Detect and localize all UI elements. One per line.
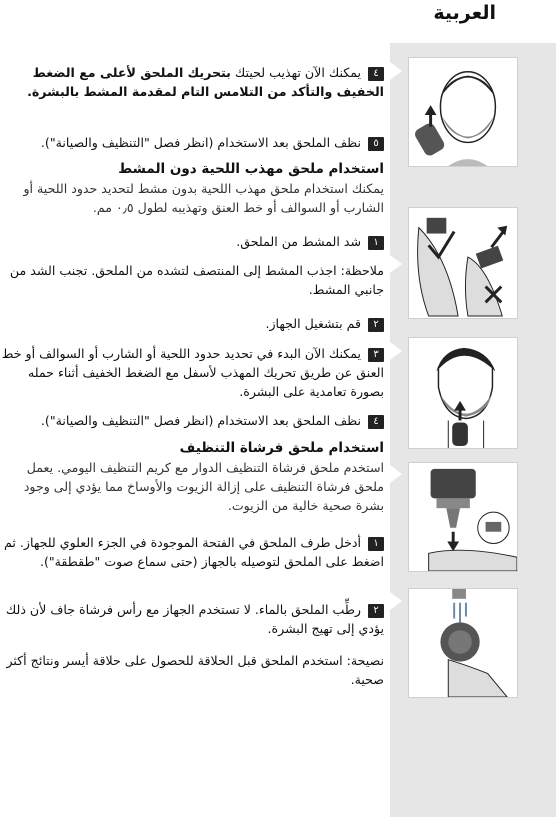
step-text: شد المشط من الملحق. — [236, 234, 361, 249]
brush-wet-figure — [408, 588, 518, 698]
pointer-marker — [390, 592, 402, 610]
page-header: العربية — [433, 2, 496, 24]
step-number: ١ — [368, 537, 384, 551]
step-text: قم بتشغيل الجهاز. — [265, 316, 361, 331]
pointer-marker — [390, 62, 402, 80]
section-intro: استخدم ملحق فرشاة التنظيف الدوار مع كريم التنظيف اليومي. يعمل ملحق فرشاة التنظيف على إزالة الزيوت والأوساخ مما يؤدي إلى وجود بشرة صحية خالية من الزيوت. — [23, 460, 384, 513]
beard-trim-figure — [408, 57, 518, 167]
section-heading: استخدام ملحق مهذب اللحية دون المشط — [118, 161, 384, 177]
section-comb — [0, 160, 384, 217]
step-4-top — [0, 63, 384, 101]
comb-step-4 — [0, 411, 384, 430]
neckline-figure — [408, 337, 518, 449]
step-text: رطِّب الملحق بالماء. لا تستخدم الجهاز مع رأس فرشاة جاف لأن ذلك يؤدي إلى تهيج البشرة. — [5, 602, 384, 636]
step-number: ٢ — [368, 604, 384, 618]
brush-tip — [0, 651, 384, 689]
step-number: ١ — [368, 236, 384, 250]
step-text: يمكنك الآن تهذيب لحيتك — [230, 65, 361, 80]
pointer-marker — [390, 342, 402, 360]
section-brush — [0, 439, 384, 515]
pointer-marker — [390, 255, 402, 273]
step-number: ٢ — [368, 318, 384, 332]
step-text: يمكنك الآن البدء في تحديد حدود اللحية أو الشارب أو السوالف أو خط العنق عن طريق تحريك المهذب لأسفل مع الضغط الخفيف أثناء حمله بصورة تعامدية على البشرة. — [1, 346, 384, 399]
step-text: أدخل طرف الملحق في الفتحة الموجودة في الجزء العلوي للجهاز. ثم اضغط على الملحق لتوصيله بالجهاز (حتى سماع صوت "طقطقة"). — [4, 535, 384, 569]
section-intro: يمكنك استخدام ملحق مهذب اللحية بدون مشط لتحديد حدود اللحية أو الشارب أو السوالف أو خط العنق وتهذيبه لطول ٠٫٥ مم. — [23, 181, 384, 215]
brush-step-1 — [0, 533, 384, 571]
note-text: ملاحظة: اجذب المشط إلى المنتصف لتشده من الملحق. تجنب الشد من جانبي المشط. — [9, 263, 384, 297]
step-number: ٤ — [368, 415, 384, 429]
pointer-marker — [390, 465, 402, 483]
section-heading: استخدام ملحق فرشاة التنظيف — [179, 440, 384, 456]
step-text-bold: بتحريك الملحق لأعلى مع الضغط الخفيف والتأكد من التلامس التام لمقدمة المشط بالبشرة. — [27, 65, 384, 99]
step-number: ٥ — [368, 137, 384, 151]
comb-note — [0, 261, 384, 299]
comb-removal-figure — [408, 207, 518, 319]
brush-attach-figure — [408, 462, 518, 572]
comb-step-1 — [0, 232, 384, 251]
tip-text: نصيحة: استخدم الملحق قبل الحلاقة للحصول على حلاقة أيسر ونتائج أكثر صحية. — [6, 653, 384, 687]
step-number: ٤ — [368, 67, 384, 81]
step-text: نظف الملحق بعد الاستخدام (انظر فصل "التنظيف والصيانة"). — [40, 135, 361, 150]
step-5-top — [0, 133, 384, 152]
comb-step-3 — [0, 344, 384, 401]
brush-step-2 — [0, 600, 384, 638]
comb-step-2 — [0, 314, 384, 333]
step-text: نظف الملحق بعد الاستخدام (انظر فصل "التنظيف والصيانة"). — [40, 413, 361, 428]
step-number: ٣ — [368, 348, 384, 362]
